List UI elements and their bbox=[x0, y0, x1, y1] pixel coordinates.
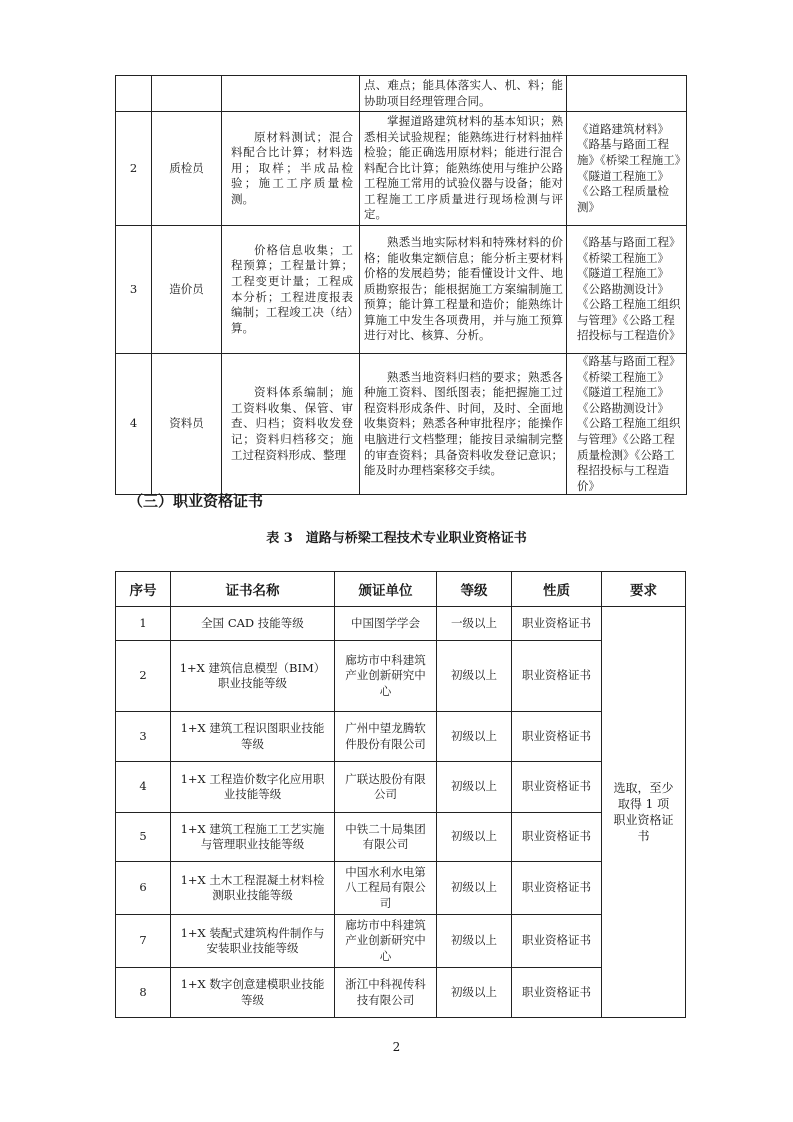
header-level: 等级 bbox=[437, 572, 512, 607]
cell-knowledge: 熟悉当地资料归档的要求；熟悉各种施工资料、图纸图表；能把握施工过程资料形成条件、时间，及时、全面地收集资料；熟悉各种审批程序；能操作电脑进行文档整理；能按目录编制完整的审查资料；具备资料收发登记意识；能及时办理档案移交手续。 bbox=[360, 354, 567, 495]
cell-level: 一级以上 bbox=[437, 607, 512, 641]
cell-cert-name: 全国 CAD 技能等级 bbox=[171, 607, 335, 641]
cell-nature: 职业资格证书 bbox=[512, 813, 602, 862]
cell-no: 4 bbox=[116, 762, 171, 813]
table-row bbox=[116, 112, 687, 226]
cell-issuer: 广州中望龙腾软件股份有限公司 bbox=[335, 712, 437, 762]
job-skills-table bbox=[115, 75, 687, 495]
cell-content: 价格信息收集；工程预算；工程量计算；工程变更计量；工程成本分析；工程进度报表编制；工程竣工决（结）算。 bbox=[222, 226, 360, 354]
table-row bbox=[116, 813, 686, 862]
cell-no: 1 bbox=[116, 607, 171, 641]
cell-no: 2 bbox=[116, 641, 171, 712]
cell-requirement: 选取，至少取得 1 项职业资格证书 bbox=[602, 607, 686, 1018]
cell-no: 6 bbox=[116, 862, 171, 915]
table-row bbox=[116, 607, 686, 641]
cell-nature: 职业资格证书 bbox=[512, 862, 602, 915]
header-nature: 性质 bbox=[512, 572, 602, 607]
cell-level: 初级以上 bbox=[437, 712, 512, 762]
cell-cert-name: 1+X 建筑工程施工工艺实施与管理职业技能等级 bbox=[171, 813, 335, 862]
cell-knowledge: 掌握道路建筑材料的基本知识；熟悉相关试验规程；能熟练进行材料抽样检验；能正确选用原材料；能进行混合料配合比计算；能熟练使用与维护公路工程施工常用的试验仪器与设备；能对工程施工工序质量进行现场检测与评定。 bbox=[360, 112, 567, 226]
cell-knowledge: 点、难点；能具体落实人、机、料；能协助项目经理管理合同。 bbox=[360, 76, 567, 112]
cell-courses bbox=[567, 76, 687, 112]
cell-issuer: 浙江中科视传科技有限公司 bbox=[335, 968, 437, 1018]
cell-courses: 《道路建筑材料》《路基与路面工程施》《桥梁工程施工》《隧道工程施工》《公路工程质量检测》 bbox=[567, 112, 687, 226]
cell-content: 资料体系编制；施工资料收集、保管、审查、归档；资料收发登记；资料归档移交；施工过程资料形成、整理 bbox=[222, 354, 360, 495]
header-requirement: 要求 bbox=[602, 572, 686, 607]
cell-nature: 职业资格证书 bbox=[512, 641, 602, 712]
table-row bbox=[116, 968, 686, 1018]
cell-no: 3 bbox=[116, 712, 171, 762]
cell-cert-name: 1+X 数字创意建模职业技能等级 bbox=[171, 968, 335, 1018]
cell-position: 质检员 bbox=[152, 112, 222, 226]
table-row bbox=[116, 862, 686, 915]
cell-nature: 职业资格证书 bbox=[512, 712, 602, 762]
cell-issuer: 中铁二十局集团有限公司 bbox=[335, 813, 437, 862]
cell-nature: 职业资格证书 bbox=[512, 607, 602, 641]
cell-content: 原材料测试；混合料配合比计算；材料选用；取样；半成品检验；施工工序质量检测。 bbox=[222, 112, 360, 226]
cell-issuer: 广联达股份有限公司 bbox=[335, 762, 437, 813]
cell-level: 初级以上 bbox=[437, 641, 512, 712]
header-name: 证书名称 bbox=[171, 572, 335, 607]
cell-no: 2 bbox=[116, 112, 152, 226]
cell-level: 初级以上 bbox=[437, 862, 512, 915]
page-number: 2 bbox=[392, 1040, 401, 1054]
table-row bbox=[116, 354, 687, 495]
table-row bbox=[116, 915, 686, 968]
header-issuer: 颁证单位 bbox=[335, 572, 437, 607]
table-row bbox=[116, 712, 686, 762]
cell-courses: 《路基与路面工程》《桥梁工程施工》《隧道工程施工》《公路勘测设计》《公路工程施工组织与管理》《公路工程招投标与工程造价》 bbox=[567, 226, 687, 354]
section-heading: （三）职业资格证书 bbox=[128, 492, 264, 510]
table-caption: 表 3 道路与桥梁工程技术专业职业资格证书 bbox=[266, 531, 527, 546]
cell-cert-name: 1+X 工程造价数字化应用职业技能等级 bbox=[171, 762, 335, 813]
table-row bbox=[116, 762, 686, 813]
cell-issuer: 廊坊市中科建筑产业创新研究中心 bbox=[335, 915, 437, 968]
table-row bbox=[116, 76, 687, 112]
table-header-row bbox=[116, 572, 686, 607]
cell-level: 初级以上 bbox=[437, 915, 512, 968]
cell-issuer: 中国水利水电第八工程局有限公司 bbox=[335, 862, 437, 915]
cell-nature: 职业资格证书 bbox=[512, 968, 602, 1018]
cell-no: 5 bbox=[116, 813, 171, 862]
cell-no bbox=[116, 76, 152, 112]
cell-cert-name: 1+X 建筑信息模型（BIM）职业技能等级 bbox=[171, 641, 335, 712]
cell-level: 初级以上 bbox=[437, 762, 512, 813]
cell-level: 初级以上 bbox=[437, 968, 512, 1018]
cell-position: 造价员 bbox=[152, 226, 222, 354]
cell-issuer: 廊坊市中科建筑产业创新研究中心 bbox=[335, 641, 437, 712]
cell-cert-name: 1+X 建筑工程识图职业技能等级 bbox=[171, 712, 335, 762]
cell-issuer: 中国图学学会 bbox=[335, 607, 437, 641]
cell-cert-name: 1+X 土木工程混凝土材料检测职业技能等级 bbox=[171, 862, 335, 915]
cell-nature: 职业资格证书 bbox=[512, 915, 602, 968]
cell-courses: 《路基与路面工程》《桥梁工程施工》《隧道工程施工》《公路勘测设计》《公路工程施工组织与管理》《公路工程质量检测》《公路工程招投标与工程造价》 bbox=[567, 354, 687, 495]
header-no: 序号 bbox=[116, 572, 171, 607]
cell-no: 4 bbox=[116, 354, 152, 495]
cell-no: 8 bbox=[116, 968, 171, 1018]
cell-nature: 职业资格证书 bbox=[512, 762, 602, 813]
certificate-table bbox=[115, 571, 686, 1018]
cell-position bbox=[152, 76, 222, 112]
cell-position: 资料员 bbox=[152, 354, 222, 495]
table-row bbox=[116, 226, 687, 354]
cell-no: 3 bbox=[116, 226, 152, 354]
cell-no: 7 bbox=[116, 915, 171, 968]
table-row bbox=[116, 641, 686, 712]
cell-cert-name: 1+X 装配式建筑构件制作与安装职业技能等级 bbox=[171, 915, 335, 968]
cell-level: 初级以上 bbox=[437, 813, 512, 862]
cell-knowledge: 熟悉当地实际材料和特殊材料的价格；能收集定额信息；能分析主要材料价格的发展趋势；能看懂设计文件、地质勘察报告；能根据施工方案编制施工预算；能计算工程量和造价；能熟练计算施工中发生各项费用，并与施工预算进行对比、核算、分析。 bbox=[360, 226, 567, 354]
cell-content bbox=[222, 76, 360, 112]
